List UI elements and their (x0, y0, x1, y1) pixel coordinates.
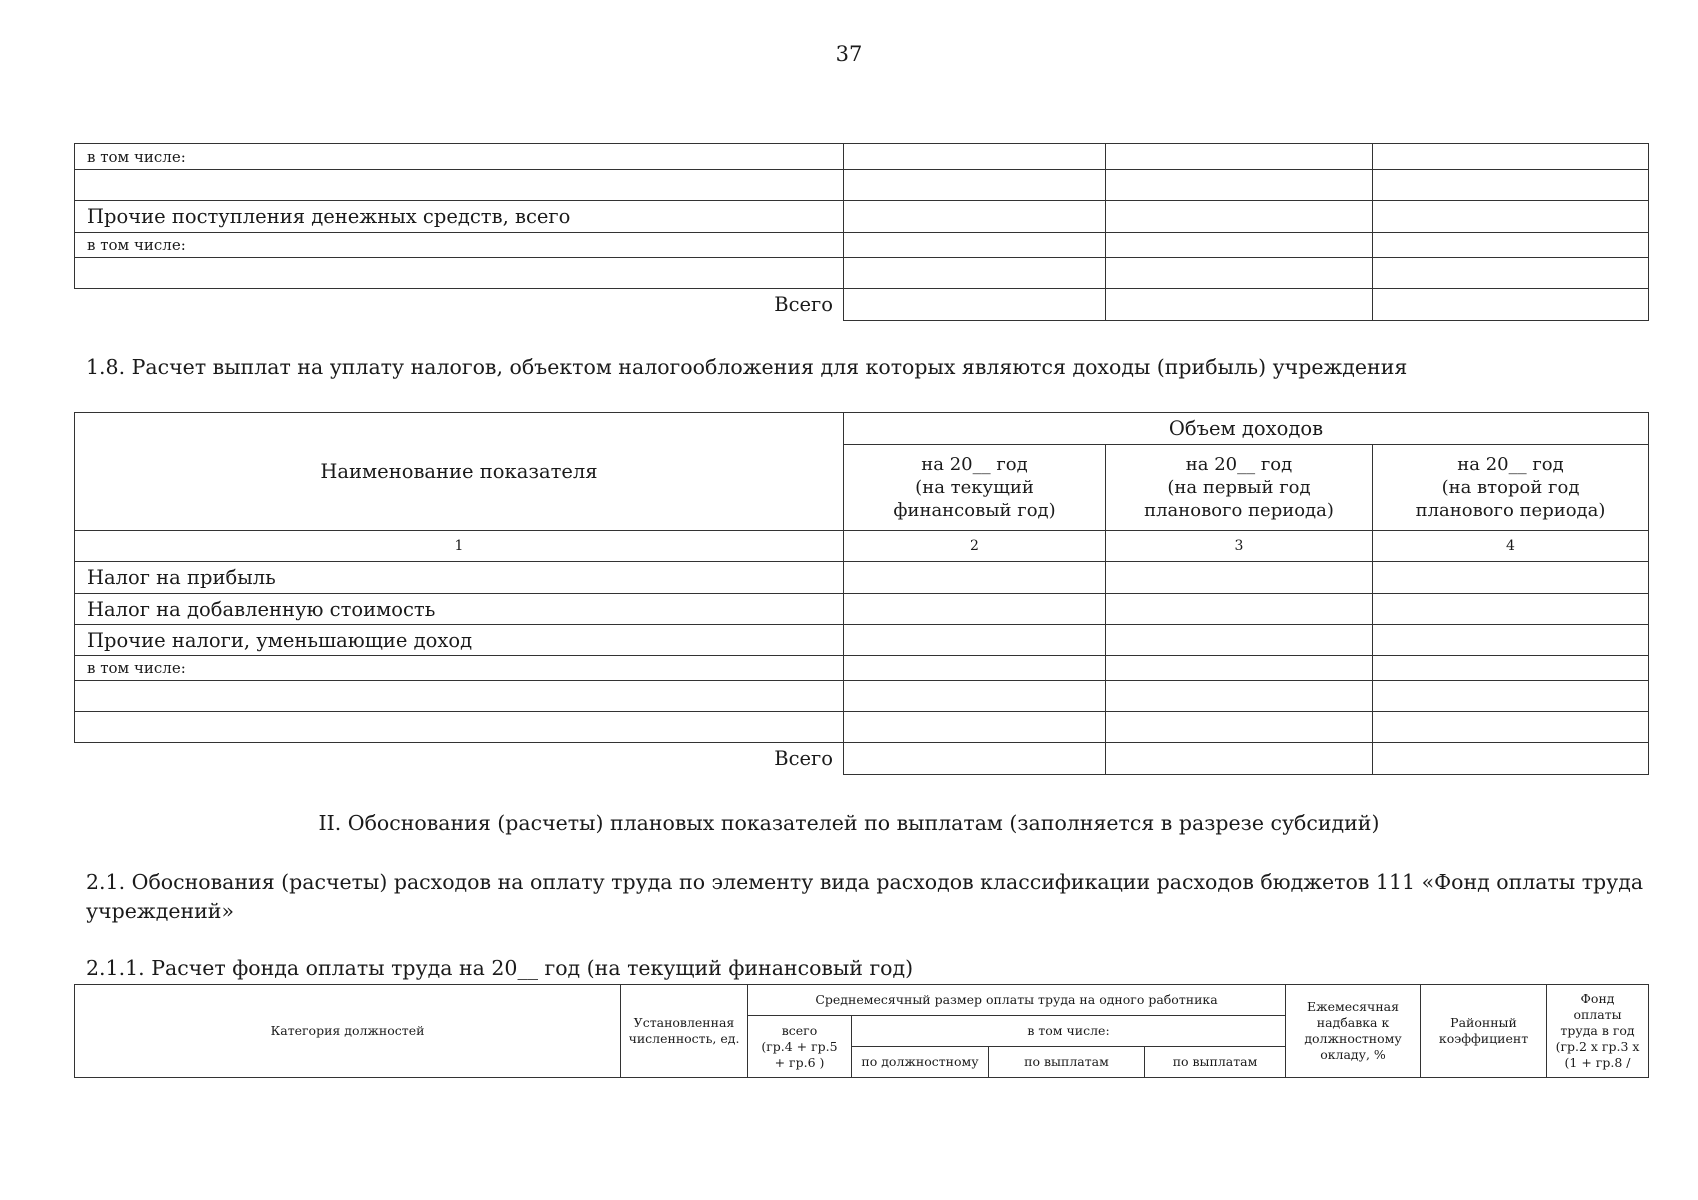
cell[interactable] (1373, 594, 1649, 625)
total-label: Всего (75, 743, 844, 775)
cell[interactable] (844, 233, 1106, 258)
header-line: коэффициент (1438, 1031, 1529, 1046)
header-current-year (844, 445, 1106, 531)
column-numbers-row (75, 531, 1649, 562)
header-staff-count (621, 985, 748, 1078)
header-line: труда в год (1560, 1023, 1635, 1038)
cell[interactable] (1373, 656, 1649, 681)
header-category: Категория должностей (75, 985, 621, 1078)
cell[interactable] (1106, 656, 1373, 681)
cell[interactable] (1106, 289, 1373, 321)
table-row (75, 625, 1649, 656)
cell[interactable] (1106, 144, 1373, 170)
table-row (75, 258, 1649, 289)
header-monthly-bonus (1286, 985, 1421, 1078)
row-label (75, 170, 844, 201)
header-line: (на второй год (1441, 477, 1580, 498)
header-by-salary: по должностному (852, 1047, 989, 1078)
cell[interactable] (844, 656, 1106, 681)
row-label: Налог на прибыль (75, 562, 844, 594)
row-label (75, 258, 844, 289)
header-line: всего (781, 1022, 818, 1038)
header-line: оплаты (1573, 1007, 1622, 1022)
cell[interactable] (1373, 201, 1649, 233)
header-line: планового периода) (1144, 500, 1334, 521)
cell[interactable] (1106, 233, 1373, 258)
header-line: надбавка к (1316, 1015, 1390, 1030)
cell[interactable] (1106, 562, 1373, 594)
col-number: 3 (1106, 531, 1373, 562)
cell[interactable] (844, 258, 1106, 289)
total-row (75, 289, 1649, 321)
header-second-plan-year (1373, 445, 1649, 531)
table-row (75, 201, 1649, 233)
row-label: Налог на добавленную стоимость (75, 594, 844, 625)
header-annual-fund (1547, 985, 1649, 1078)
row-label: в том числе: (75, 656, 844, 681)
row-label: в том числе: (75, 233, 844, 258)
col-number: 1 (75, 531, 844, 562)
row-label: Прочие налоги, уменьшающие доход (75, 625, 844, 656)
header-line: (гр.4 + гр.5 (761, 1038, 838, 1054)
row-label (75, 712, 844, 743)
cell[interactable] (1106, 681, 1373, 712)
section-title-II: II. Обоснования (расчеты) плановых показателей по выплатам (заполняется в разрезе субсидий) (318, 811, 1380, 835)
cell[interactable] (844, 681, 1106, 712)
header-line: на 20__ год (1185, 454, 1293, 475)
header-line: финансовый год) (893, 500, 1056, 521)
taxes-table (74, 412, 1649, 775)
header-line: на 20__ год (921, 454, 1028, 475)
header-first-plan-year (1106, 445, 1373, 531)
header-indicator: Наименование показателя (75, 413, 844, 531)
cell[interactable] (1373, 681, 1649, 712)
cell[interactable] (1106, 743, 1373, 775)
col-number: 4 (1373, 531, 1649, 562)
cell[interactable] (844, 594, 1106, 625)
payroll-fund-table (74, 984, 1649, 1078)
section-title-2-1-1: 2.1.1. Расчет фонда оплаты труда на 20__ год (на текущий финансовый год) (86, 956, 914, 980)
header-line: (на первый год (1167, 477, 1311, 498)
table-row (75, 170, 1649, 201)
section-title-line: 2.1. Обоснования (расчеты) расходов на оплату труда по элементу вида расходов классификации расходов бюджетов 111 «Фонд оплаты труда (86, 870, 1644, 894)
header-line: должностному (1304, 1031, 1402, 1046)
cell[interactable] (844, 170, 1106, 201)
cell[interactable] (844, 743, 1106, 775)
header-total (748, 1016, 852, 1078)
table-row (75, 562, 1649, 594)
cell[interactable] (844, 201, 1106, 233)
col-number: 2 (844, 531, 1106, 562)
header-line: (на текущий (915, 477, 1034, 498)
header-line: (1 + гр.8 / (1564, 1055, 1631, 1070)
cell[interactable] (1373, 625, 1649, 656)
cell[interactable] (1373, 144, 1649, 170)
page-number: 37 (835, 42, 863, 66)
table-row (75, 656, 1649, 681)
header-line: на 20__ год (1457, 454, 1564, 475)
section-title-2-1 (86, 868, 1643, 926)
cell[interactable] (1106, 625, 1373, 656)
cell[interactable] (1373, 170, 1649, 201)
header-line: (гр.2 х гр.3 х (1555, 1039, 1640, 1054)
header-avg-salary: Среднемесячный размер оплаты труда на одного работника (748, 985, 1286, 1016)
total-row (75, 743, 1649, 775)
header-including: в том числе: (852, 1016, 1286, 1047)
cell[interactable] (1373, 258, 1649, 289)
cell[interactable] (844, 144, 1106, 170)
header-line: Установленная (633, 1015, 735, 1030)
section-title-line: учреждений» (86, 899, 235, 923)
cell[interactable] (1106, 258, 1373, 289)
table-row (75, 594, 1649, 625)
cell[interactable] (844, 625, 1106, 656)
row-label (75, 681, 844, 712)
cell[interactable] (1106, 201, 1373, 233)
row-label: Прочие поступления денежных средств, всего (75, 201, 844, 233)
cell[interactable] (1373, 743, 1649, 775)
cell[interactable] (1373, 562, 1649, 594)
header-line: окладу, % (1320, 1047, 1386, 1062)
header-by-payments: по выплатам (989, 1047, 1145, 1078)
header-volume: Объем доходов (844, 413, 1649, 445)
table-row (75, 712, 1649, 743)
header-by-payments: по выплатам (1145, 1047, 1286, 1078)
cell[interactable] (844, 289, 1106, 321)
cell[interactable] (1106, 170, 1373, 201)
header-line: планового периода) (1415, 500, 1606, 521)
row-label: в том числе: (75, 144, 844, 170)
table-row (75, 233, 1649, 258)
cell[interactable] (844, 562, 1106, 594)
cell[interactable] (1373, 233, 1649, 258)
table-row (75, 144, 1649, 170)
receipts-continuation-table (74, 143, 1649, 321)
header-line: + гр.6 ) (774, 1054, 825, 1070)
cell[interactable] (844, 712, 1106, 743)
header-line: Фонд (1580, 991, 1615, 1006)
cell[interactable] (1106, 712, 1373, 743)
cell[interactable] (1373, 289, 1649, 321)
cell[interactable] (1373, 712, 1649, 743)
total-label: Всего (75, 289, 844, 321)
cell[interactable] (1106, 594, 1373, 625)
header-line: Районный (1450, 1015, 1517, 1030)
table-row (75, 681, 1649, 712)
header-regional-coef (1421, 985, 1547, 1078)
section-title-1-8: 1.8. Расчет выплат на уплату налогов, объектом налогообложения для которых являются доходы (прибыль) учреждения (86, 355, 1408, 379)
header-line: численность, ед. (628, 1031, 740, 1046)
header-line: Ежемесячная (1307, 999, 1399, 1014)
